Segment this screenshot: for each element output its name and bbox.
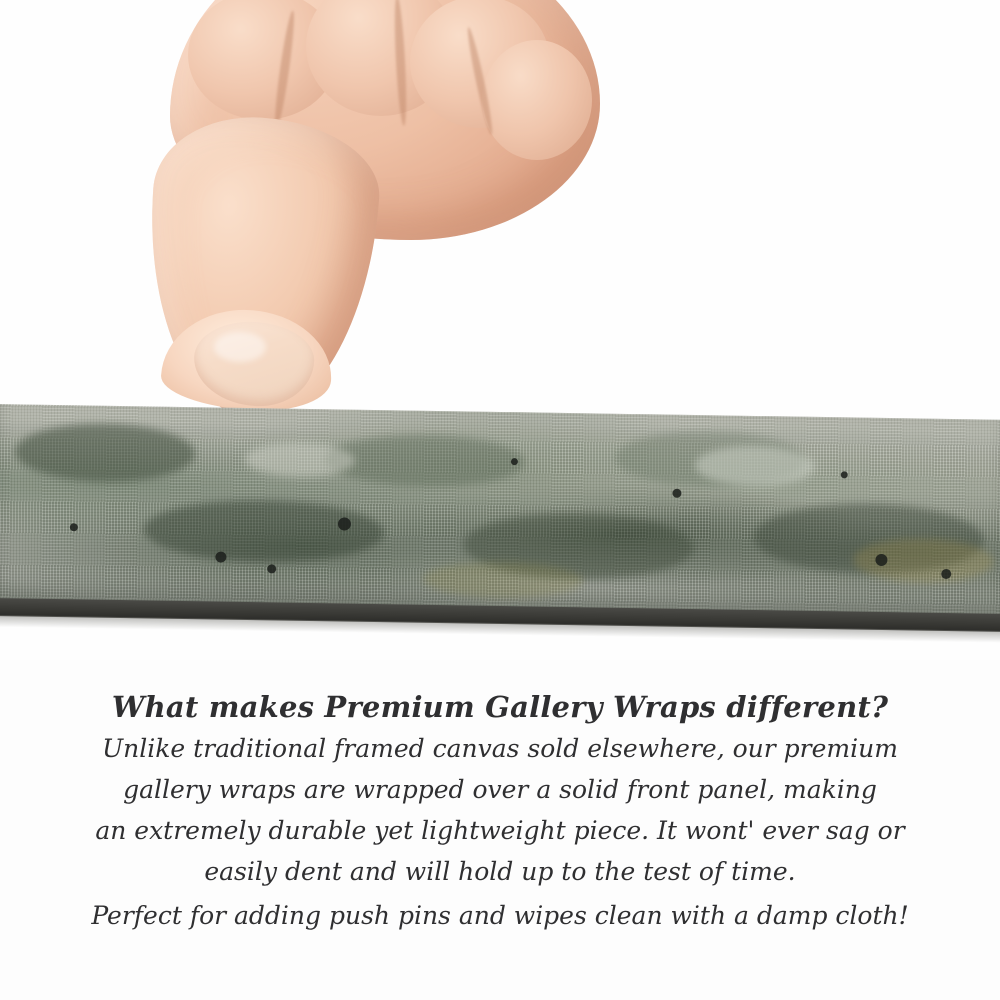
caption-heading: What makes Premium Gallery Wraps different? xyxy=(111,690,889,724)
knuckle-4 xyxy=(482,40,592,160)
caption-line-3: an extremely durable yet lightweight piece. It wont' ever sag or xyxy=(95,816,905,845)
caption-line-1: Unlike traditional framed canvas sold elsewhere, our premium xyxy=(102,734,898,763)
canvas-printed-face xyxy=(0,404,1000,616)
caption-line-4: easily dent and will hold up to the test of time. xyxy=(204,857,796,886)
marketing-caption xyxy=(0,690,1000,936)
caption-line-2: gallery wraps are wrapped over a solid front panel, making xyxy=(123,775,877,804)
hand-pressing-canvas-icon xyxy=(110,0,580,440)
gallery-wrap-canvas xyxy=(0,404,1000,646)
thumbnail-highlight xyxy=(214,332,266,362)
caption-line-5: Perfect for adding push pins and wipes clean with a damp cloth! xyxy=(91,901,909,930)
